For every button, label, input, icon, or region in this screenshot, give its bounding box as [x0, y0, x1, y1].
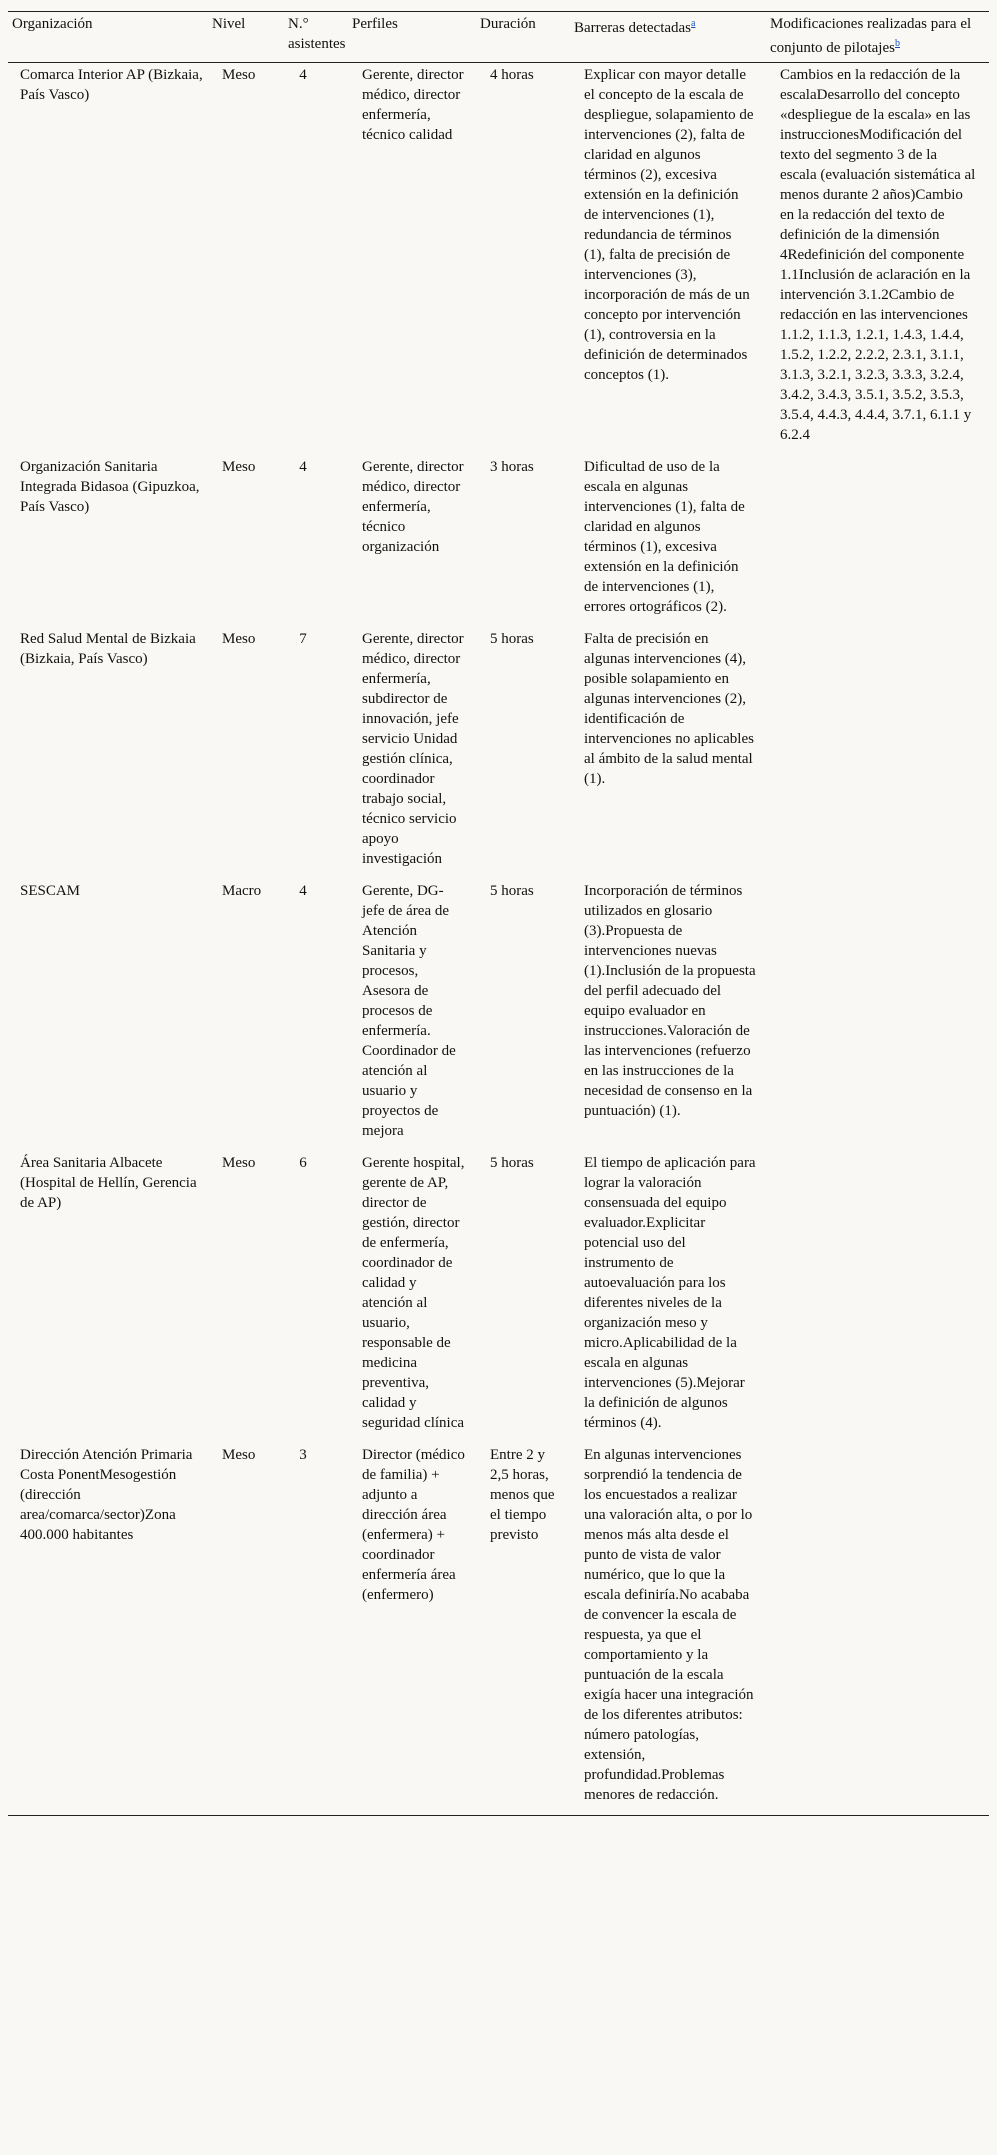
- cell-asistentes: 7: [299, 631, 307, 647]
- pilot-results-table: [8, 11, 989, 1816]
- table-row: [8, 627, 989, 879]
- cell-duracion: 3 horas: [490, 459, 534, 475]
- footnote-link-a[interactable]: a: [691, 18, 696, 29]
- table-row: [8, 1443, 989, 1816]
- cell-organizacion: Organización Sanitaria Integrada Bidasoa (Gipuzkoa, País Vasco): [20, 459, 200, 515]
- cell-modificaciones: [766, 1443, 989, 1816]
- cell-asistentes: 6: [299, 1155, 307, 1171]
- cell-modificaciones: [766, 879, 989, 1151]
- cell-asistentes: 4: [299, 459, 307, 475]
- cell-modificaciones: [766, 455, 989, 627]
- cell-asistentes: 3: [299, 1447, 307, 1463]
- cell-modificaciones: [766, 627, 989, 879]
- cell-duracion: 5 horas: [490, 631, 534, 647]
- cell-asistentes: 4: [299, 67, 307, 83]
- cell-nivel: Meso: [222, 1447, 256, 1463]
- cell-perfiles: Gerente, director médico, director enfermería, subdirector de innovación, jefe servicio Unidad gestión clínica, coordinador trabajo social, técnico servicio apoyo investigación: [362, 631, 464, 867]
- header-perfiles: Perfiles: [352, 16, 398, 32]
- cell-nivel: Meso: [222, 67, 256, 83]
- table-row: [8, 1151, 989, 1443]
- cell-nivel: Meso: [222, 631, 256, 647]
- cell-duracion: 5 horas: [490, 1155, 534, 1171]
- cell-perfiles: Gerente, director médico, director enfermería, técnico calidad: [362, 67, 464, 143]
- cell-modificaciones: [766, 1151, 989, 1443]
- header-nivel: Nivel: [212, 16, 246, 32]
- cell-barreras: Falta de precisión en algunas intervenciones (4), posible solapamiento en algunas intervenciones (2), identificación de intervenciones no aplicables al ámbito de la salud mental (1).: [584, 631, 754, 787]
- cell-nivel: Macro: [222, 883, 262, 899]
- header-row: [8, 12, 989, 63]
- header-duracion: Duración: [480, 16, 536, 32]
- header-organizacion: Organización: [12, 16, 93, 32]
- cell-organizacion: Dirección Atención Primaria Costa PonentMesogestión (dirección area/comarca/sector)Zona 400.000 habitantes: [20, 1447, 193, 1543]
- cell-barreras: Explicar con mayor detalle el concepto de la escala de despliegue, solapamiento de intervenciones (2), falta de claridad en algunos términos (2), excesiva extensión en la definición de intervenciones (1), redundancia de términos (1), falta de precisión de intervenciones (3), incorporación de más de un concepto por intervención (1), controversia en la definición de determinados conceptos (1).: [584, 67, 754, 383]
- cell-barreras: Incorporación de términos utilizados en glosario (3).Propuesta de intervenciones nuevas (1).Inclusión de la propuesta del perfil adecuado del equipo evaluador en instrucciones.Valoración de las intervenciones (refuerzo en las instrucciones de la necesidad de consenso en la puntuación) (1).: [584, 883, 756, 1119]
- cell-barreras: El tiempo de aplicación para lograr la valoración consensuada del equipo evaluador.Explicitar potencial uso del instrumento de autoevaluación para los diferentes niveles de la organización meso y micro.Aplicabilidad de la escala en algunas intervenciones (5).Mejorar la definición de algunos términos (4).: [584, 1155, 756, 1431]
- header-modificaciones: Modificaciones realizadas para el conjunto de pilotajes$^b$: [770, 16, 972, 56]
- cell-duracion: Entre 2 y 2,5 horas, menos que el tiempo previsto: [490, 1447, 555, 1543]
- cell-organizacion: Comarca Interior AP (Bizkaia, País Vasco): [20, 67, 203, 103]
- cell-organizacion: Red Salud Mental de Bizkaia (Bizkaia, País Vasco): [20, 631, 196, 667]
- cell-barreras: Dificultad de uso de la escala en algunas intervenciones (1), falta de claridad en algunos términos (1), excesiva extensión en la definición de intervenciones (1), errores ortográficos (2).: [584, 459, 745, 615]
- header-barreras: Barreras detectadas$^a$: [574, 18, 696, 36]
- cell-organizacion: SESCAM: [20, 883, 81, 899]
- cell-barreras: En algunas intervenciones sorprendió la tendencia de los encuestados a realizar una valoración alta, o por lo menos más alta desde el punto de vista de valor numérico, que lo que la escala definiría.No acababa de convencer la escala de respuesta, ya que el comportamiento y la puntuación de la escala exigía hacer una integración de los diferentes atributos: número patologías, extensión, profundidad.Problemas menores de redacción.: [584, 1447, 754, 1803]
- cell-duracion: 4 horas: [490, 67, 534, 83]
- cell-asistentes: 4: [299, 883, 307, 899]
- table-row: [8, 455, 989, 627]
- cell-perfiles: Gerente hospital, gerente de AP, director de gestión, director de enfermería, coordinador de calidad y atención al usuario, responsable de medicina preventiva, calidad y seguridad clínica: [362, 1155, 465, 1431]
- cell-perfiles: Gerente, director médico, director enfermería, técnico organización: [362, 459, 464, 555]
- cell-duracion: 5 horas: [490, 883, 534, 899]
- footnote-link-b[interactable]: b: [894, 38, 900, 49]
- cell-perfiles: Director (médico de familia) + adjunto a dirección área (enfermera) + coordinador enfermería área (enfermero): [362, 1447, 465, 1603]
- table-row: [8, 63, 989, 456]
- cell-nivel: Meso: [222, 459, 256, 475]
- cell-modificaciones: Cambios en la redacción de la escalaDesarrollo del concepto «despliegue de la escala» en las instruccionesModificación del texto del segmento 3 de la escala (evaluación sistemática al menos durante 2 años)Cambio en la redacción del texto de definición de la dimensión 4Redefinición del componente 1.1Inclusión de aclaración en la intervención 3.1.2Cambio de redacción en las intervenciones 1.1.2, 1.1.3, 1.2.1, 1.4.3, 1.4.4, 1.5.2, 1.2.2, 2.2.2, 2.3.1, 3.1.1, 3.1.3, 3.2.1, 3.2.3, 3.3.3, 3.2.4, 3.4.2, 3.4.3, 3.5.1, 3.5.2, 3.5.3, 3.5.4, 4.4.3, 4.4.4, 3.7.1, 6.1.1 y 6.2.4: [780, 67, 976, 443]
- table-row: [8, 879, 989, 1151]
- cell-organizacion: Área Sanitaria Albacete (Hospital de Hellín, Gerencia de AP): [20, 1155, 197, 1211]
- header-asistentes: N.° asistentes: [288, 16, 346, 52]
- cell-perfiles: Gerente, DG-jefe de área de Atención Sanitaria y procesos, Asesora de procesos de enfermería. Coordinador de atención al usuario y proyectos de mejora: [362, 883, 456, 1139]
- cell-nivel: Meso: [222, 1155, 256, 1171]
